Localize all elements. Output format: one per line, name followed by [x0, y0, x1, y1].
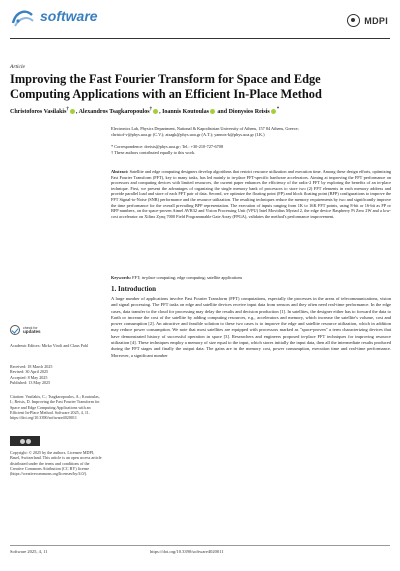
header-rule [10, 38, 390, 39]
keywords [111, 275, 391, 281]
abstract [111, 169, 391, 219]
published-date: Published: 13 May 2025 [10, 379, 51, 385]
affiliation [111, 126, 391, 137]
publisher-logo [347, 14, 388, 27]
article-dates [10, 364, 102, 385]
article-type: Article [10, 64, 25, 70]
journal-name: software [40, 8, 98, 24]
correspondence [111, 144, 391, 155]
author-list: Christoforos Vasilakis† , Alexandros Tsagkaropoulos† , Ioannis Koutoulas and Dionysios Reisis * [10, 107, 280, 115]
author-name[interactable]: Christoforos Vasilakis [10, 109, 67, 115]
abstract-text: Satellite and edge computing designers develop algorithms that restrict resource utilization and execution time. Among these design efforts, optimizing Fast Fourier Transform (FFT), key to many tasks, has led mainly to in-place FFT-specific hardware accelerators. Aiming at improving the FFT performance on processors and computing devices with limited resources, the current paper enhances the efficiency of the radix-2 FFT by exploring the benefits of an in-place technique. First, we present the advantages of organizing the single memory bank of processors to store two (2) FFT elements in each memory address and provide parallel load and store of each FFT pair of data. Second, we optimize the floating point (FP) and block floating point (BFP) configurations to improve the FFT Signal-to-Noise (SNR) performance and the resource utilization. The resulting techniques reduce the memory requirements by two and significantly improve the time performance for the overall prevailing BFP representation. The execution of inputs ranging from 1K to 16K FFT points, using 8-bit or 16-bit as FP or BFP numbers, on the space-proven Atmel AVR32 and Vision Processing Unit (VPU) Intel Movidius Myriad 2, the edge device Raspberry Pi Zero 2W and a low-cost accelerator on Xilinx Zynq 7000 Field Programmable Gate Array (FPGA), validates the method's performance improvement. [111, 169, 391, 219]
keywords-text: FFT; in-place computing; edge computing; satellite applications [132, 275, 243, 280]
author-name[interactable]: and Dionysios Reisis [217, 109, 270, 115]
accepted-date: Accepted: 8 May 2025 [10, 374, 48, 380]
keywords-label: Keywords: [111, 275, 132, 280]
orcid-icon[interactable] [271, 109, 276, 114]
copyright-notice: Copyright: © 2025 by the authors. Licensee MDPI, Basel, Switzerland. This article is an open access article distributed under the terms and conditions of the Creative Commons Attribution (CC BY) license (https://creativecommons.org/licenses/by/4.0/). [10, 450, 102, 477]
correspondence-line: * Correspondence: dreisis@phys.uoa.gr; Tel.: +30-210-727-6708 [111, 144, 224, 149]
footer-journal-info: Software 2025, 4, 11 [10, 549, 48, 554]
journal-swirl-icon [10, 7, 36, 29]
publisher-name: MDPI [364, 15, 388, 26]
footer-doi-link[interactable]: https://doi.org/10.3390/software4020011 [150, 549, 224, 554]
check-updates-label: check for [23, 326, 38, 330]
check-updates-label-bold: updates [23, 329, 41, 334]
affiliation-emails[interactable]: christof-v@phys.uoa.gr (C.V.); atsagk@phys.uoa.gr (A.T.); yannos-k@phys.uoa.gr (I.K.) [111, 131, 265, 137]
journal-logo [10, 5, 100, 31]
affiliation-line: Electronics Lab, Physics Department, National & Kapodistrian University of Athens, 157 84 Athens, Greece; [111, 126, 299, 131]
cc-by-license-icon[interactable] [10, 436, 40, 446]
footer-rule [10, 545, 390, 546]
check-updates-icon [10, 325, 20, 335]
equal-contribution-note: † These authors contributed equally to this work. [111, 149, 196, 155]
orcid-icon[interactable] [210, 109, 215, 114]
academic-editors: Academic Editors: Mirko Viroli and Claus Pahl [10, 343, 88, 348]
author-name[interactable]: Ioannis Koutoulas [162, 109, 209, 115]
introduction-body: A large number of applications involve Fast Fourier Transform (FFT) computations, especially the processes in the areas of telecommunications, vision and signal processing. The FFT tasks on edge and satellite devices receive input data from sensors and they often need real-time performance. In the edge cases, data transfer to the cloud for processing may delay the results and decision production [1]. In satellites, the designer either has to forward the data to Earth or increase the cost of the satellite by adding computing resources, e.g., accelerators and memory, which increase the satellite's volume, cost and power consumption [2]. An attractive and feasible solution to these two cases is to improve the edge and satellite resource utilization, which in addition may reduce power consumption. We note that most satellites are equipped with processors marked as "space-proven" a term characterizing devices that have demonstrated history of successful operation in space [3]. Researchers and engineers proposed in-place FFT techniques for improving resource utilization [4]. These techniques employ a memory of size equal to the input, which stores initially the input data, then all the intermediate results produced during the FFT stages and finally the output data. The gains are in the memory cost, power consumption, execution time and real-time performance. Moreover, a significant number [111, 296, 391, 358]
citation: Citation: Vasilakis, C.; Tsagkaropoulos, A.; Koutoulas, I.; Reisis, D. Improving the Fast Fourier Transform for Space and Edge Computing Applications with an Efficient In-Place Method. Software 2025, 4, 11. https://doi.org/10.3390/software4020011 [10, 394, 100, 421]
author-name[interactable]: Alexandros Tsagkaropoulos [78, 109, 150, 115]
section-heading: 1. Introduction [111, 285, 156, 293]
orcid-icon[interactable] [153, 109, 158, 114]
abstract-label: Abstract: [111, 169, 129, 174]
mdpi-mark-icon [347, 14, 360, 27]
check-for-updates-button[interactable] [10, 325, 41, 335]
article-title: Improving the Fast Fourier Transform for Space and Edge Computing Applications with an Efficient In-Place Method [10, 72, 322, 101]
received-date: Received: 18 March 2025 [10, 364, 53, 369]
orcid-icon[interactable] [70, 109, 75, 114]
revised-date: Revised: 30 April 2025 [10, 369, 49, 375]
